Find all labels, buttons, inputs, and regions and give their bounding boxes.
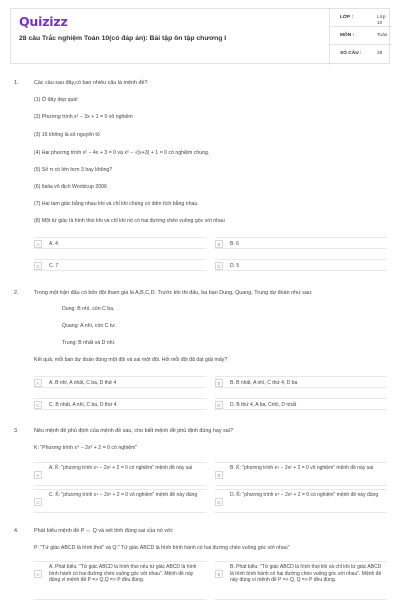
answer-option-a[interactable] (34, 376, 206, 388)
question-text: Các câu sau đây,có bao nhiêu câu là mệnh đề? (34, 80, 148, 86)
option-text: A. 4 (49, 241, 58, 247)
meta-row-class (330, 9, 392, 27)
question-text: Nêu mệnh đề phủ định của mệnh đề sau, cho biết mệnh đề phủ định đúng hay sai? (34, 428, 233, 434)
answer-option-a[interactable] (34, 237, 206, 249)
meta-value: Lớp 10 (377, 15, 386, 26)
meta-row-count (330, 45, 392, 63)
worksheet-header (10, 8, 390, 64)
option-text: D. B thứ 4, A ba, Cnhì, D nhất (230, 402, 297, 408)
worksheet-meta (329, 9, 392, 65)
meta-row-subject (330, 27, 392, 45)
question-number: 3. (14, 428, 19, 434)
option-letter-badge: C (34, 498, 42, 506)
prediction-line: Dung: B nhì, còn C ba. (62, 306, 115, 312)
option-text: C. B nhất, A nhì, C ba, D thứ 4 (49, 402, 117, 408)
option-text: A. B nhì, A nhất, C ba, D thứ 4 (49, 380, 117, 386)
answer-option-d[interactable] (215, 398, 387, 410)
quizizz-logo: Quizizz (19, 14, 68, 29)
statement-line: (3) 16 không là số nguyên tố (34, 132, 100, 138)
question-prompt: Kết quả, mỗi bạn dự đoán đúng một đội và sai một đội. Hỏi mỗi đội đã đạt giải mấy? (34, 357, 228, 363)
answer-option-b[interactable] (215, 561, 387, 600)
answer-option-b[interactable] (215, 462, 387, 486)
answer-option-a[interactable] (34, 561, 206, 600)
option-text: C. K̄: "phương trình x⁴ − 2x² + 2 = 0 vô nghiệm" mệnh đề này đúng (49, 492, 198, 498)
question-number: 4. (14, 528, 19, 534)
option-letter-badge: A (34, 240, 42, 248)
option-letter-badge: B (215, 570, 223, 578)
answer-option-b[interactable] (215, 376, 387, 388)
option-letter-badge: D (215, 498, 223, 506)
option-letter-badge: D (215, 262, 223, 270)
option-letter-badge: D (215, 401, 223, 409)
question-number: 1. (14, 80, 19, 86)
answer-option-d[interactable] (215, 489, 387, 513)
question-number: 2. (14, 290, 19, 296)
meta-key: LỚP : (340, 15, 354, 20)
option-text: B. 6 (230, 241, 239, 247)
option-letter-badge: A (34, 570, 42, 578)
statement-line: (6) Italia vô địch Worldcup 2006 (34, 184, 107, 190)
statement-line: (2) Phương trình x² − 3x + 1 = 0 vô nghiệm (34, 114, 133, 120)
option-text: B. K̄: "phương trình x⁴ − 2x² + 2 = 0 vô nghiệm" mệnh đề này sai (230, 465, 374, 471)
worksheet-title: 28 câu Trắc nghiệm Toán 10(có đáp án): Bài tập ôn tập chương I (19, 35, 227, 42)
prediction-line: Quang: A nhì, còn C tư. (62, 323, 117, 329)
answer-option-d[interactable] (215, 259, 387, 271)
option-text: C. 7 (49, 263, 59, 269)
statement-line: (5) Số π có lớn hơn 3 hay không? (34, 167, 113, 173)
meta-value: Toán (377, 33, 388, 38)
meta-value: 28 (377, 51, 383, 56)
answer-option-a[interactable] (34, 462, 206, 486)
answer-option-c[interactable] (34, 489, 206, 513)
answer-option-c[interactable] (34, 398, 206, 410)
question-text: Trong một trận đấu có bốn đội tham gia là A,B,C,D. Trước khi thi đấu, ba bạn Dung, Quang, Trung dự đoán như sau: (34, 290, 313, 296)
option-letter-badge: A (34, 379, 42, 387)
option-text: D. K̄: "phương trình x⁴ − 2x² + 2 = 0 có nghiệm" mệnh đề này đúng (230, 492, 379, 498)
option-text: A. Phát biểu: "Tứ giác ABCD là hình thoi nếu tứ giác ABCD là hình bình hành có hai đường chéo vuông góc với nhau". Mệnh đề này đúng vì mệnh đề P => Q,Q => P đều đúng. (49, 564, 197, 583)
option-letter-badge: B (215, 471, 223, 479)
statement-line: (8) Một tứ giác là hình thoi khi và chỉ khi nó có hai đường chéo vuông góc với nhau (34, 218, 225, 224)
question-text: Phát biểu mệnh đề P ⇔ Q và xét tính đúng sai của nó với: (34, 528, 174, 534)
option-text: D. 5 (230, 263, 240, 269)
option-letter-badge: C (34, 401, 42, 409)
meta-key: SỐ CÂU : (340, 51, 362, 56)
option-letter-badge: B (215, 240, 223, 248)
option-letter-badge: A (34, 471, 42, 479)
option-text: A. K̄: "phương trình x⁴ − 2x² + 2 = 0 có nghiệm" mệnh đề này sai (49, 465, 193, 471)
statement-line: (4) Hai phương trình x² − 4x + 3 = 0 và x² − √(x+3) + 1 = 0 có nghiệm chung. (34, 150, 210, 156)
statement-line: (7) Hai tam giác bằng nhau khi và chỉ khi chúng có diện tích bằng nhau. (34, 201, 199, 207)
option-text: B. Phát biểu: "Tứ giác ABCD là hình thoi khi và chỉ khi tứ giác ABCD là hình bình hành có hai đường chéo vuông góc với nhau". Mệnh đề này đúng vì mệnh đề P => Q, Q => P đều đúng. (230, 564, 382, 583)
statement-line: (1) Ở đây đẹp quá! (34, 97, 78, 103)
option-text: B. B nhất, A nhì, C thứ 4, D ba (230, 380, 298, 386)
proposition-line: P: "Tứ giác ABCD là hình thoi" và Q:" Tứ giác ABCD là hình bình hành có hai đường chéo vuông góc với nhau" (34, 545, 290, 551)
option-letter-badge: B (215, 379, 223, 387)
option-letter-badge: C (34, 262, 42, 270)
meta-key: MÔN : (340, 33, 355, 38)
prediction-line: Trung: B nhất và D nhì. (62, 340, 116, 346)
proposition-line: K: "Phương trình x⁴ − 2x² + 2 = 0 có nghiệm" (34, 445, 138, 451)
answer-option-b[interactable] (215, 237, 387, 249)
answer-option-c[interactable] (34, 259, 206, 271)
